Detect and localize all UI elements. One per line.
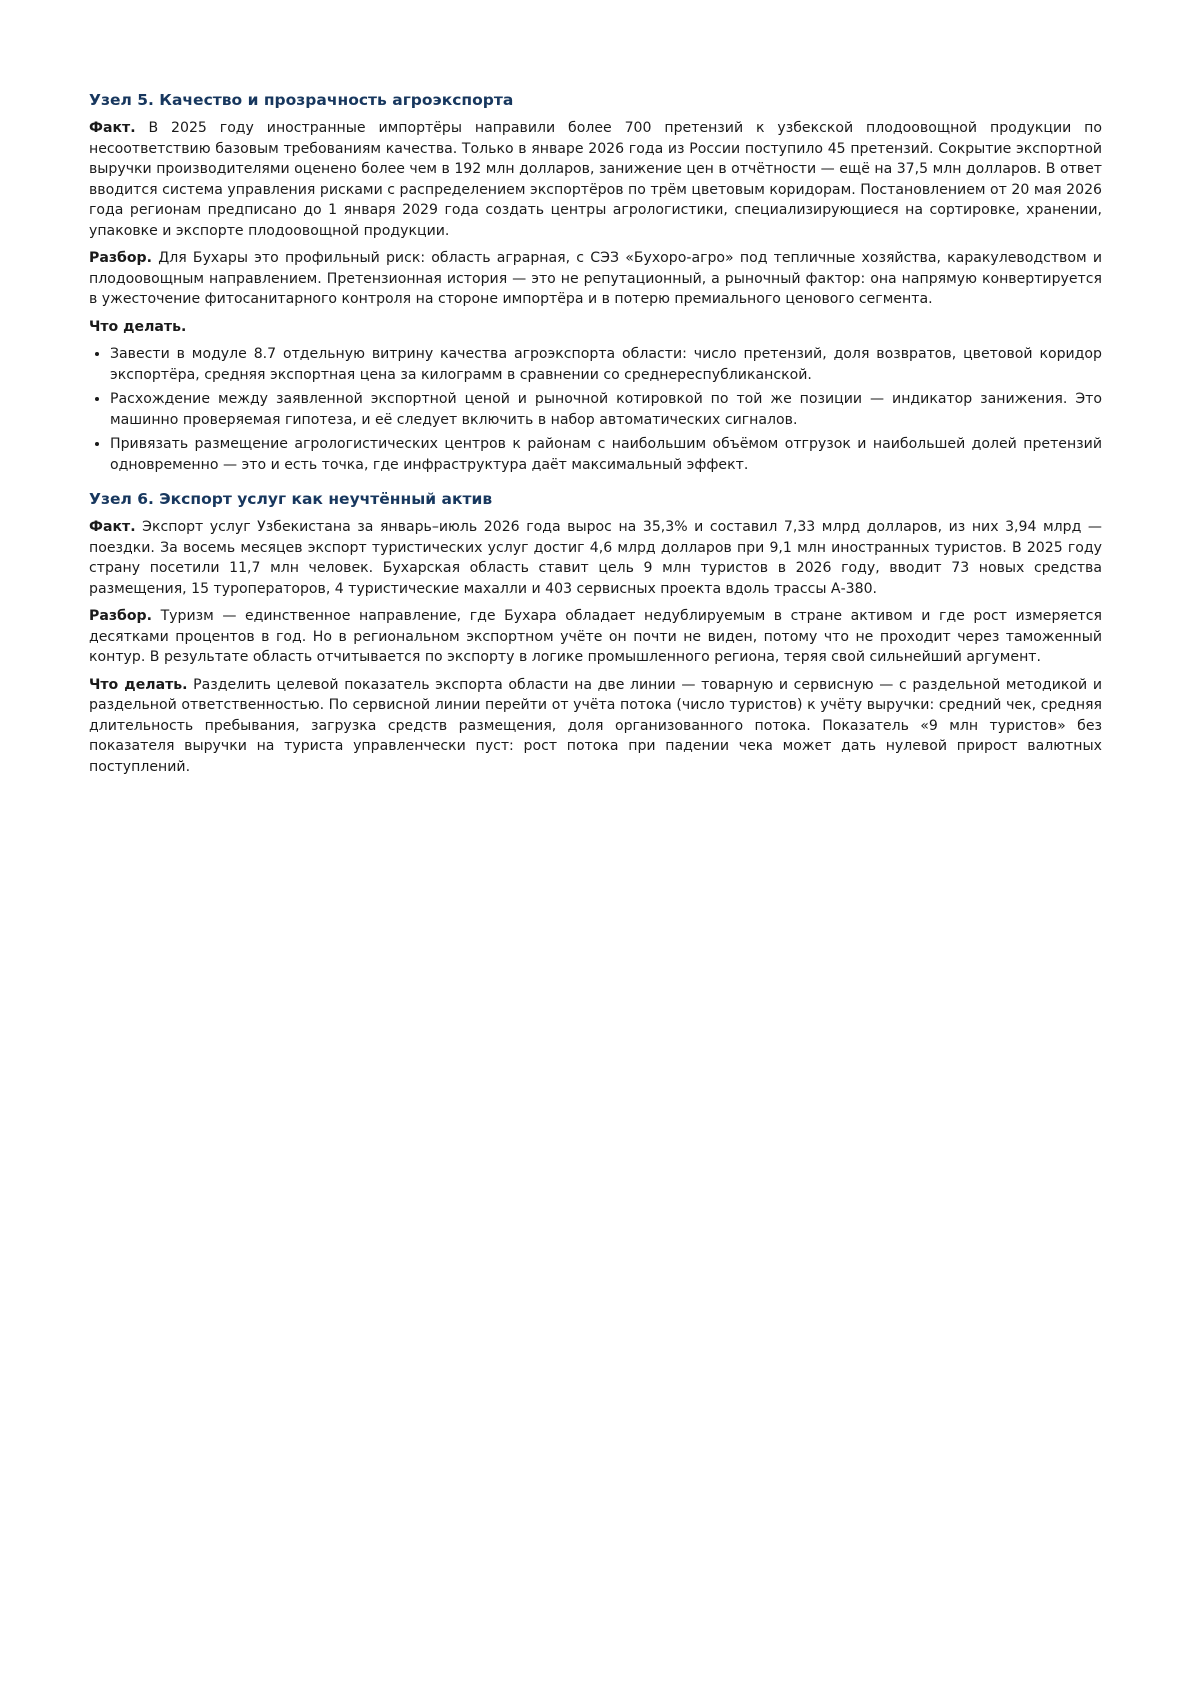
todo-paragraph — [89, 675, 1102, 778]
fact-label: Факт. — [89, 519, 136, 535]
analysis-label: Разбор. — [89, 608, 152, 624]
section-node-6 — [89, 487, 1102, 777]
fact-paragraph — [89, 118, 1102, 241]
list-item: • Завести в модуле 8.7 отдельную витрину качества агроэкспорта области: число претензий, доля возвратов, цветовой коридор экспортёра, средняя экспортная цена за килограмм в сравнении со среднереспубликанской. — [110, 344, 1102, 385]
section-node-5 — [89, 88, 1102, 475]
fact-paragraph — [89, 517, 1102, 599]
todo-text: Разделить целевой показатель экспорта области на две линии — товарную и сервисную — с раздельной методикой и раздельной ответственностью. По сервисной линии перейти от учёта потока (число туристов) к учёту выручки: средний чек, средняя длительность пребывания, загрузка средств размещения, доля организованного потока. Показатель «9 млн туристов» без показателя выручки на туриста управленчески пуст: рост потока при падении чека может дать нулевой прирост валютных поступлений. — [89, 676, 1103, 775]
analysis-label: Разбор. — [89, 250, 152, 266]
document-page — [89, 88, 1102, 784]
list-item: • Привязать размещение агрологистических центров к районам с наибольшим объёмом отгрузок и наибольшей долей претензий одновременно — это и есть точка, где инфраструктура даёт максимальный эффект. — [110, 434, 1102, 475]
fact-label: Факт. — [89, 120, 136, 136]
todo-list — [89, 344, 1102, 475]
todo-label: Что делать. — [89, 676, 188, 693]
fact-text: Экспорт услуг Узбекистана за январь–июль 2026 года вырос на 35,3% и составил 7,33 млрд долларов, из них 3,94 млрд — поездки. За восемь месяцев экспорт туристических услуг достиг 4,6 млрд долларов при 9,1 млн иностранных туристов. В 2025 году страну посетили 11,7 млн человек. Бухарская область ставит цель 9 млн туристов в 2026 году, вводит 73 новых средства размещения, 15 туроператоров, 4 туристические махалли и 403 сервисных проекта вдоль трассы А-380. — [89, 519, 1102, 597]
analysis-paragraph — [89, 606, 1102, 668]
section-title: Узел 6. Экспорт услуг как неучтённый актив — [89, 490, 493, 508]
analysis-text: Туризм — единственное направление, где Бухара обладает недублируемым в стране активом и где рост измеряется десятками процентов в год. Но в региональном экспортном учёте он почти не виден, потому что не проходит через таможенный контур. В результате область отчитывается по экспорту в логике промышленного региона, теряя свой сильнейший аргумент. — [89, 608, 1102, 665]
fact-text: В 2025 году иностранные импортёры направили более 700 претензий к узбекской плодоовощной продукции по несоответствию базовым требованиям качества. Только в январе 2026 года из России поступило 45 претензий. Сокрытие экспортной выручки производителями оценено более чем в 192 млн долларов, занижение цен в отчётности — ещё на 37,5 млн долларов. В ответ вводится система управления рисками с распределением экспортёров по трём цветовым коридорам. Постановлением от 20 мая 2026 года регионам предписано до 1 января 2029 года создать центры агрологистики, специализирующиеся на сортировке, хранении, упаковке и экспорте плодоовощной продукции. — [89, 120, 1102, 239]
list-item: • Расхождение между заявленной экспортной ценой и рыночной котировкой по той же позиции — индикатор занижения. Это машинно проверяемая гипотеза, и её следует включить в набор автоматических сигналов. — [110, 389, 1102, 430]
section-title: Узел 5. Качество и прозрачность агроэкспорта — [89, 91, 514, 109]
todo-heading: Что делать. — [89, 318, 187, 335]
analysis-paragraph — [89, 248, 1102, 310]
analysis-text: Для Бухары это профильный риск: область аграрная, с СЭЗ «Бухоро-агро» под тепличные хозяйства, каракулеводством и плодоовощным направлением. Претензионная история — это не репутационный, а рыночный фактор: она напрямую конвертируется в ужесточение фитосанитарного контроля на стороне импортёра и в потерю премиального ценового сегмента. — [89, 250, 1102, 307]
